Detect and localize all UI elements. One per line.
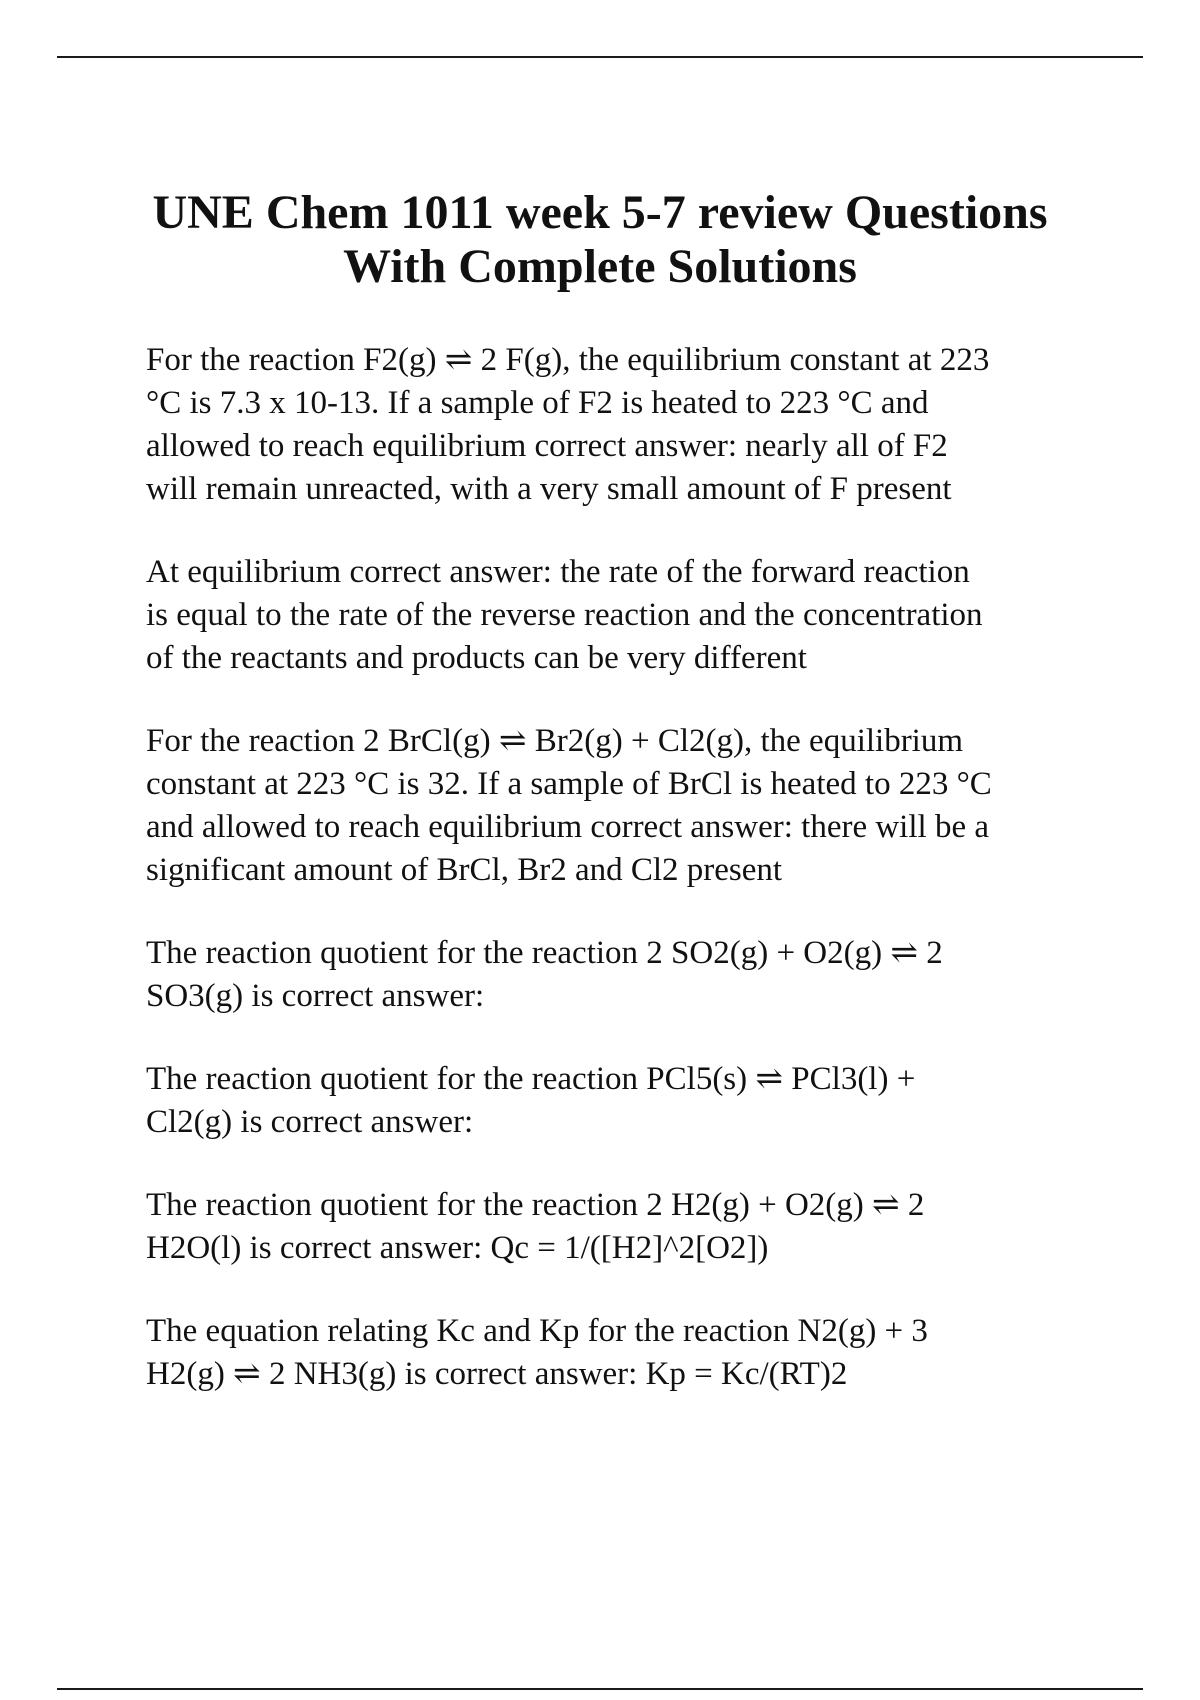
qa-line: of the reactants and products can be very different (146, 640, 807, 676)
question-list (146, 339, 1106, 1436)
qa-line: °C is 7.3 x 10-13. If a sample of F2 is heated to 223 °C and (146, 385, 929, 421)
qa-line: H2O(l) is correct answer: Qc = 1/([H2]^2[O2]) (146, 1230, 769, 1266)
qa-item-1 (146, 339, 1106, 511)
qa-line: constant at 223 °C is 32. If a sample of BrCl is heated to 223 °C (146, 766, 992, 802)
qa-item-7 (146, 1310, 1106, 1396)
qa-line: H2(g) ⇌ 2 NH3(g) is correct answer: Kp = Kc/(RT)2 (146, 1356, 848, 1392)
qa-line: The equation relating Kc and Kp for the reaction N2(g) + 3 (146, 1313, 928, 1349)
qa-line: At equilibrium correct answer: the rate of the forward reaction (146, 554, 970, 590)
qa-line: Cl2(g) is correct answer: (146, 1104, 474, 1140)
qa-line: will remain unreacted, with a very small amount of F present (146, 471, 952, 507)
qa-line: SO3(g) is correct answer: (146, 978, 485, 1014)
qa-line: is equal to the rate of the reverse reaction and the concentration (146, 597, 983, 633)
qa-line: The reaction quotient for the reaction 2 H2(g) + O2(g) ⇌ 2 (146, 1187, 925, 1223)
bottom-divider (57, 1688, 1143, 1690)
qa-line: and allowed to reach equilibrium correct answer: there will be a (146, 809, 989, 845)
title-line-1: UNE Chem 1011 week 5-7 review Questions (152, 186, 1048, 239)
qa-line: For the reaction 2 BrCl(g) ⇌ Br2(g) + Cl2(g), the equilibrium (146, 723, 964, 759)
qa-line: allowed to reach equilibrium correct answer: nearly all of F2 (146, 428, 948, 464)
top-divider (57, 56, 1143, 58)
qa-line: The reaction quotient for the reaction 2 SO2(g) + O2(g) ⇌ 2 (146, 935, 943, 971)
qa-line: significant amount of BrCl, Br2 and Cl2 present (146, 852, 783, 888)
qa-line: The reaction quotient for the reaction PCl5(s) ⇌ PCl3(l) + (146, 1061, 916, 1097)
qa-item-3 (146, 720, 1106, 892)
title-line-2: With Complete Solutions (343, 240, 857, 293)
qa-item-4 (146, 932, 1106, 1018)
qa-line: For the reaction F2(g) ⇌ 2 F(g), the equilibrium constant at 223 (146, 342, 990, 378)
qa-item-5 (146, 1058, 1106, 1144)
document-title (100, 186, 1100, 294)
qa-item-6 (146, 1184, 1106, 1270)
qa-item-2 (146, 551, 1106, 680)
